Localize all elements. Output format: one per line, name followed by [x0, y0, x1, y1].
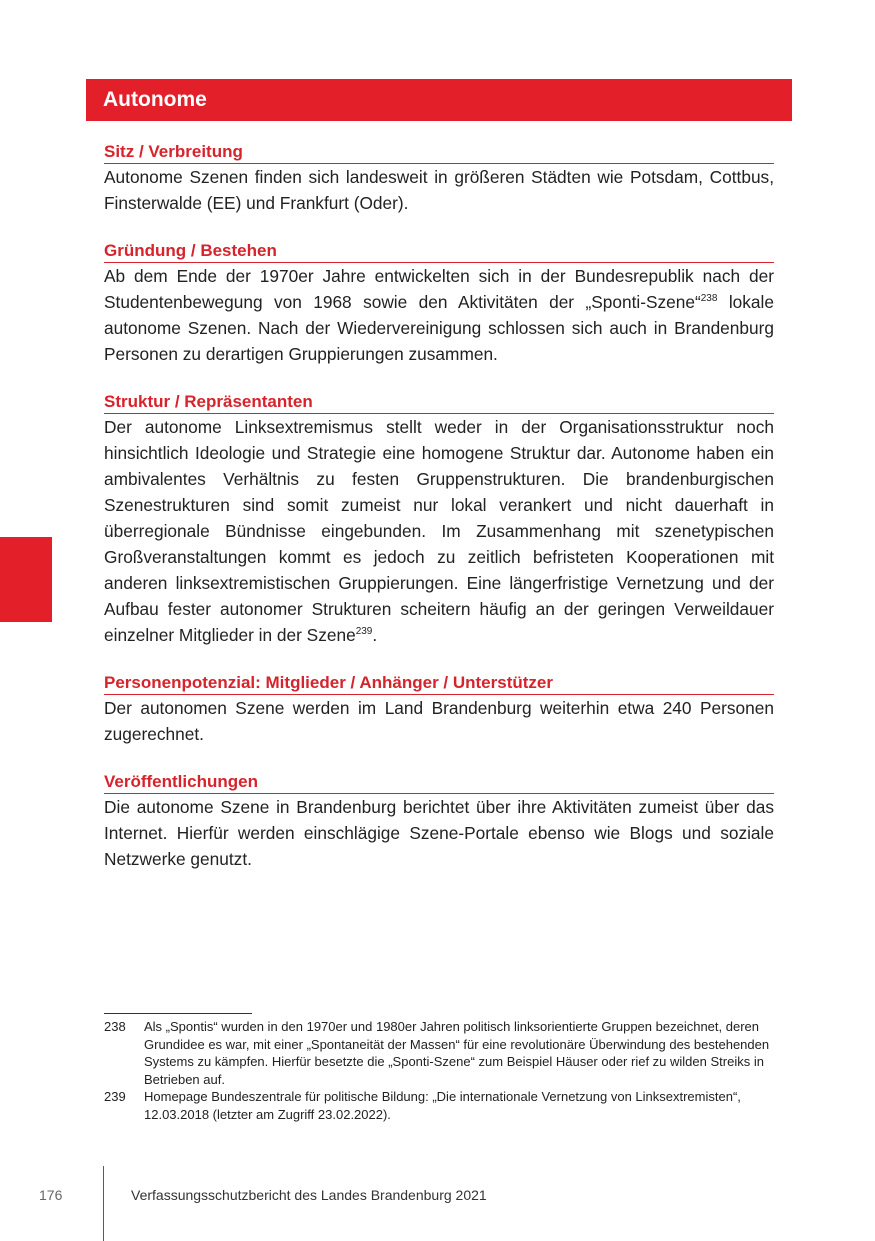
text-part: .: [372, 625, 378, 645]
footer-title: Verfassungsschutzbericht des Landes Brandenburg 2021: [131, 1187, 487, 1203]
section-heading: Gründung / Bestehen: [104, 240, 774, 263]
footnote-ref-238[interactable]: 238: [700, 293, 718, 305]
page-title: Autonome: [103, 88, 207, 111]
footnote-number: 239: [104, 1089, 126, 1104]
section-veroeffentlichungen: [104, 771, 774, 872]
section-heading: Struktur / Repräsentanten: [104, 391, 774, 414]
footnote-text: Als „Spontis“ wurden in den 1970er und 1980er Jahren politisch linksorientierte Gruppen bezeichnet, deren Grundidee es war, mit einer „Spontaneität der Massen“ für eine revolutionäre Überwindung des bestehenden Systems zu kämpfen. Hierfür besetzte die „Sponti-Szene“ zum Beispiel Häuser oder rief zu wilden Streiks in Betrieben auf.: [144, 1019, 770, 1087]
section-text: [104, 263, 774, 367]
page-number: 176: [39, 1187, 63, 1203]
text-part: lokale autonome Szenen. Nach der Wiedervereinigung schlossen sich auch in Brandenburg Personen zu derartigen Gruppierungen zusammen.: [104, 292, 774, 364]
section-heading: Veröffentlichungen: [104, 771, 774, 794]
text-part: Ab dem Ende der 1970er Jahre entwickelten sich in der Bundesrepublik nach der Studentenbewegung von 1968 sowie den Aktivitäten der „Sponti-Szene“: [104, 266, 774, 312]
footnote-text: Homepage Bundeszentrale für politische Bildung: „Die internationale Vernetzung von Linksextremisten“, 12.03.2018 (letzter am Zugriff 23.02.2022).: [144, 1089, 741, 1122]
section-text: Autonome Szenen finden sich landesweit in größeren Städten wie Potsdam, Cottbus, Finsterwalde (EE) und Frankfurt (Oder).: [104, 167, 774, 213]
section-sitz: [104, 141, 774, 216]
footer-divider: [103, 1166, 104, 1241]
text-part: Der autonome Linksextremismus stellt weder in der Organisationsstruktur noch hinsichtlich Ideologie und Strategie eine homogene Struktur dar. Autonome haben ein ambivalentes Verhältnis zu festen Gruppenstrukturen. Die brandenburgischen Szenestrukturen sind somit zumeist nur lokal verankert und nicht dauerhaft in überregionale Bündnisse eingebunden. Im Zusammenhang mit szenetypischen Großveranstaltungen kommt es jedoch zu zeitlich befristeten Kooperationen mit anderen linksextremistischen Gruppierungen. Eine längerfristige Vernetzung und der Aufbau fester autonomer Strukturen scheitern häufig an der geringen Verweildauer einzelner Mitglieder in der Szene: [104, 417, 774, 645]
footnote-number: 238: [104, 1019, 126, 1034]
section-heading: Personenpotenzial: Mitglieder / Anhänger / Unterstützer: [104, 672, 774, 695]
section-struktur: [104, 391, 774, 648]
side-tab-marker: [0, 537, 52, 622]
section-gruendung: [104, 240, 774, 367]
section-personenpotenzial: [104, 672, 774, 747]
section-text: [104, 414, 774, 648]
title-bar: [86, 79, 792, 121]
footnotes: [104, 1018, 774, 1123]
section-text: Die autonome Szene in Brandenburg berichtet über ihre Aktivitäten zumeist über das Internet. Hierfür werden einschlägige Szene-Portale ebenso wie Blogs und soziale Netzwerke genutzt.: [104, 797, 774, 869]
footnote-divider: [104, 1013, 252, 1014]
section-heading: Sitz / Verbreitung: [104, 141, 774, 164]
footnote-239: [104, 1088, 774, 1123]
footnote-ref-239[interactable]: 239: [355, 626, 373, 638]
section-text: Der autonomen Szene werden im Land Brandenburg weiterhin etwa 240 Personen zugerechnet.: [104, 698, 774, 744]
footnote-238: [104, 1018, 774, 1088]
main-content: [104, 141, 774, 872]
